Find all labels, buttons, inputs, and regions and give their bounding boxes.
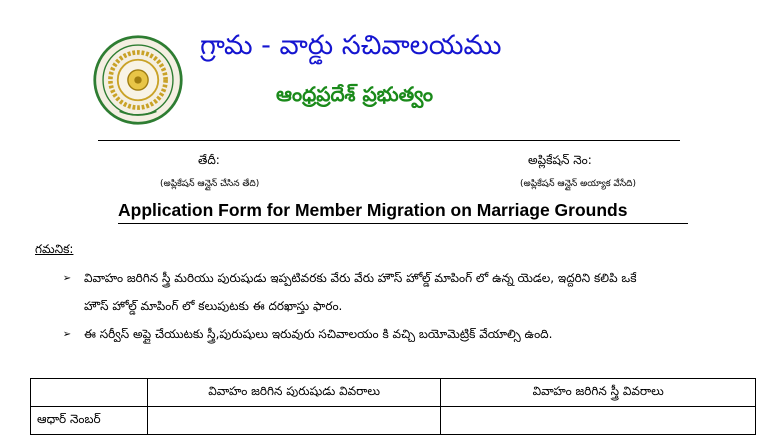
applicant-details-table (30, 378, 756, 435)
date-label: తేదీ: (198, 153, 220, 167)
notes-label: గమనిక: (35, 242, 74, 256)
table-header-cell: వివాహం జరిగిన పురుషుడు వివరాలు (147, 379, 441, 407)
table-cell (147, 407, 441, 435)
ap-government-seal-icon (92, 34, 184, 126)
table-row-label: ఆధార్ నెంబర్ (31, 407, 148, 435)
header-subtitle: ఆంధ్రప్రదేశ్ ప్రభుత్వం (276, 82, 433, 106)
table-header-cell (31, 379, 148, 407)
application-number-label: అప్లికేషన్ నెం: (528, 153, 592, 167)
form-title: Application Form for Member Migration on Marriage Grounds (118, 200, 688, 224)
note-item-1-line-1: వివాహం జరిగిన స్త్రీ మరియు పురుషుడు ఇప్పటివరకు వేరు వేరు హౌస్ హోల్డ్ మాపింగ్ లో ఉన్న యెడల, ఇద్దరిని కలిపి ఒకే (84, 271, 637, 285)
bullet-arrow-icon: ➢ (62, 329, 72, 340)
header-title: గ్రామ - వార్డు సచివాలయము (200, 30, 502, 61)
application-number-hint: (అప్లికేషన్ ఆన్లైన్ అయ్యాక వేసేది) (520, 179, 637, 189)
table-header-cell: వివాహం జరిగిన స్త్రీ వివరాలు (441, 379, 756, 407)
note-item-1-line-2: హౌస్ హోల్డ్ మాపింగ్ లో కలుపుటకు ఈ దరఖాస్తు ఫారం. (84, 299, 343, 313)
note-item-2-line-1: ఈ సర్వీస్ అప్లై చేయుటకు స్త్రీ,పురుషులు ఇరువురు సచివాలయం కి వచ్చి బయోమెట్రిక్ వేయాల్సి ఉంది. (84, 327, 553, 341)
date-hint: (అప్లికేషన్ ఆన్లైన్ చేసిన తేది) (160, 179, 260, 189)
header-divider (98, 140, 680, 141)
table-row (31, 407, 756, 435)
table-header-row (31, 379, 756, 407)
bullet-arrow-icon: ➢ (62, 273, 72, 284)
table-cell (441, 407, 756, 435)
